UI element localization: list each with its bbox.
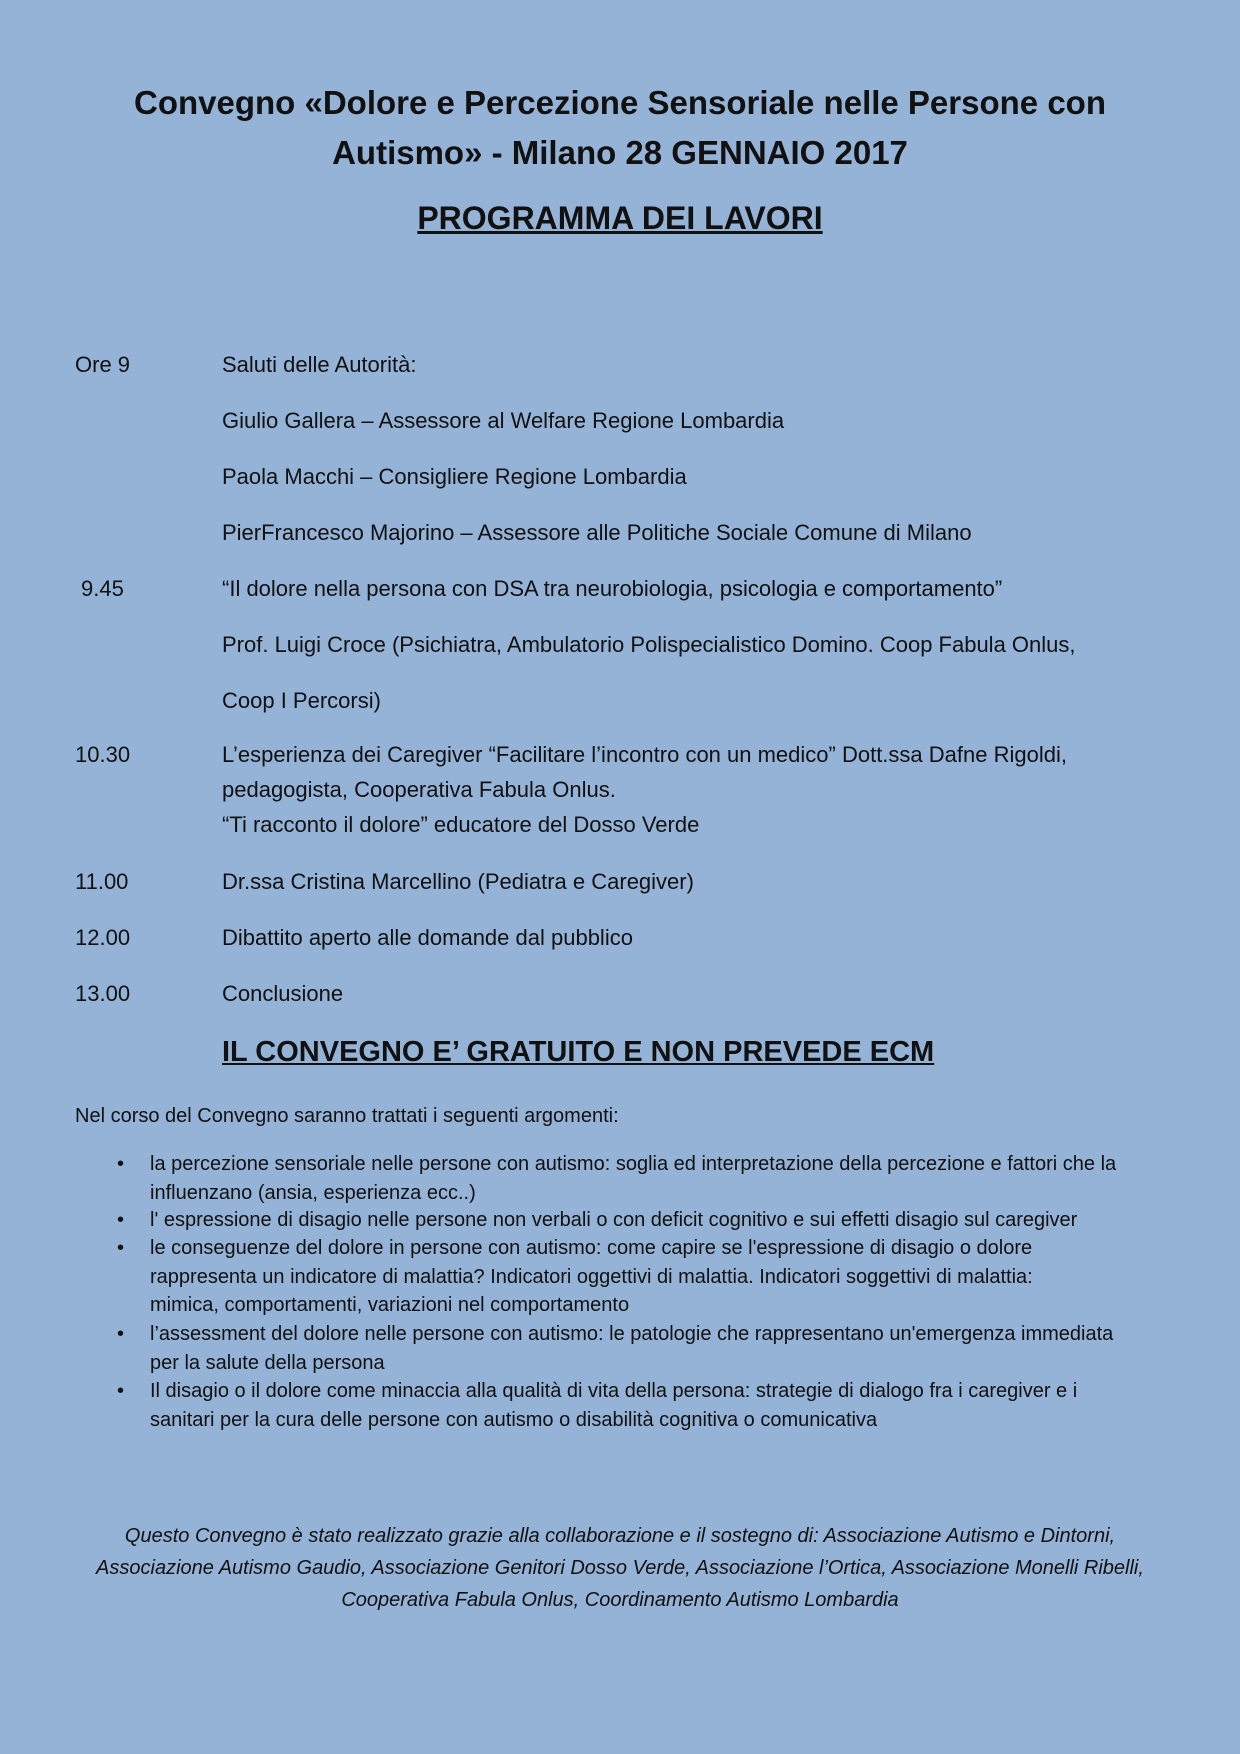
schedule-line: “Ti racconto il dolore” educatore del Dosso Verde bbox=[222, 812, 700, 837]
topic-line: mimica, comportamenti, variazioni nel comportamento bbox=[150, 1294, 630, 1316]
footer-line: Cooperativa Fabula Onlus, Coordinamento Autismo Lombardia bbox=[341, 1589, 899, 1611]
schedule-line: “Il dolore nella persona con DSA tra neurobiologia, psicologia e comportamento” bbox=[222, 576, 1003, 601]
schedule-text bbox=[222, 515, 1182, 550]
topic-line: sanitari per la cura delle persone con autismo o disabilità cognitiva o comunicativa bbox=[150, 1408, 878, 1431]
schedule-time: 10.30 bbox=[75, 742, 131, 767]
topic-item bbox=[117, 1206, 1170, 1235]
bullet-icon: • bbox=[117, 1153, 125, 1175]
schedule-line: Saluti delle Autorità: bbox=[222, 352, 417, 377]
schedule-text bbox=[222, 347, 1182, 382]
schedule-time: 12.00 bbox=[75, 925, 131, 950]
page-title bbox=[80, 78, 1160, 178]
schedule-time: 9.45 bbox=[81, 576, 124, 601]
topic-line: le conseguenze del dolore in persone con autismo: come capire se l'espressione di disagio o dolore bbox=[150, 1237, 1033, 1259]
topic-line: rappresenta un indicatore di malattia? Indicatori oggettivi di malattia. Indicatori soggettivi di malattia: bbox=[150, 1265, 1033, 1288]
schedule-line: Dibattito aperto alle domande dal pubblico bbox=[222, 925, 633, 950]
topic-item bbox=[117, 1234, 1170, 1320]
schedule-line: Conclusione bbox=[222, 981, 344, 1006]
schedule-line: Coop I Percorsi) bbox=[222, 688, 381, 713]
bullet-icon: • bbox=[117, 1323, 125, 1345]
schedule-text bbox=[222, 737, 1182, 842]
schedule-line: Prof. Luigi Croce (Psichiatra, Ambulatorio Polispecialistico Domino. Coop Fabula Onlus, bbox=[222, 632, 1076, 657]
schedule-text bbox=[222, 571, 1182, 606]
schedule-text bbox=[222, 683, 1182, 718]
free-notice: IL CONVEGNO E’ GRATUITO E NON PREVEDE ECM bbox=[222, 1036, 935, 1068]
topic-line: l’assessment del dolore nelle persone con autismo: le patologie che rappresentano un'emergenza immediata bbox=[150, 1323, 1114, 1345]
topic-line: influenzano (ansia, esperienza ecc..) bbox=[150, 1181, 476, 1204]
schedule-text bbox=[222, 403, 1182, 438]
bullet-icon: • bbox=[117, 1237, 125, 1259]
schedule-text bbox=[222, 627, 1182, 662]
topic-item bbox=[117, 1377, 1170, 1434]
title-line-2: Autismo» - Milano 28 GENNAIO 2017 bbox=[332, 134, 908, 171]
topic-line: l' espressione di disagio nelle persone non verbali o con deficit cognitivo e sui effetti disagio sul caregiver bbox=[150, 1209, 1078, 1231]
schedule-line: Giulio Gallera – Assessore al Welfare Regione Lombardia bbox=[222, 408, 785, 433]
title-line-1: Convegno «Dolore e Percezione Sensoriale nelle Persone con bbox=[134, 84, 1106, 121]
footer-line: Questo Convegno è stato realizzato grazie alla collaborazione e il sostegno di: Associazione Autismo e Dintorni, bbox=[124, 1525, 1116, 1547]
topic-line: per la salute della persona bbox=[150, 1351, 385, 1374]
topics-intro: Nel corso del Convegno saranno trattati i seguenti argomenti: bbox=[75, 1105, 619, 1127]
schedule-text bbox=[222, 920, 1182, 955]
schedule-line: Paola Macchi – Consigliere Regione Lombardia bbox=[222, 464, 687, 489]
topic-line: la percezione sensoriale nelle persone con autismo: soglia ed interpretazione della percezione e fattori che la bbox=[150, 1153, 1117, 1175]
schedule-line: PierFrancesco Majorino – Assessore alle Politiche Sociale Comune di Milano bbox=[222, 520, 972, 545]
schedule-text bbox=[222, 864, 1182, 899]
schedule-line: Dr.ssa Cristina Marcellino (Pediatra e Caregiver) bbox=[222, 869, 694, 894]
schedule-line: L’esperienza dei Caregiver “Facilitare l’incontro con un medico” Dott.ssa Dafne Rigoldi, bbox=[222, 742, 1067, 767]
footer-line: Associazione Autismo Gaudio, Associazione Genitori Dosso Verde, Associazione l’Ortica, Associazione Monelli Ribelli, bbox=[96, 1557, 1144, 1579]
bullet-icon: • bbox=[117, 1380, 125, 1402]
bullet-icon: • bbox=[117, 1209, 125, 1231]
schedule-text bbox=[222, 459, 1182, 494]
program-heading: PROGRAMMA DEI LAVORI bbox=[417, 200, 823, 236]
schedule-line: pedagogista, Cooperativa Fabula Onlus. bbox=[222, 777, 616, 802]
topic-item bbox=[117, 1320, 1170, 1377]
topic-line: Il disagio o il dolore come minaccia alla qualità di vita della persona: strategie di dialogo fra i caregiver e i bbox=[150, 1380, 1078, 1402]
schedule-time: Ore 9 bbox=[75, 352, 131, 377]
schedule-time: 11.00 bbox=[75, 869, 129, 894]
topic-item bbox=[117, 1150, 1170, 1207]
sponsors-footer bbox=[60, 1520, 1180, 1616]
schedule-time: 13.00 bbox=[75, 981, 131, 1006]
schedule-text bbox=[222, 976, 1182, 1011]
